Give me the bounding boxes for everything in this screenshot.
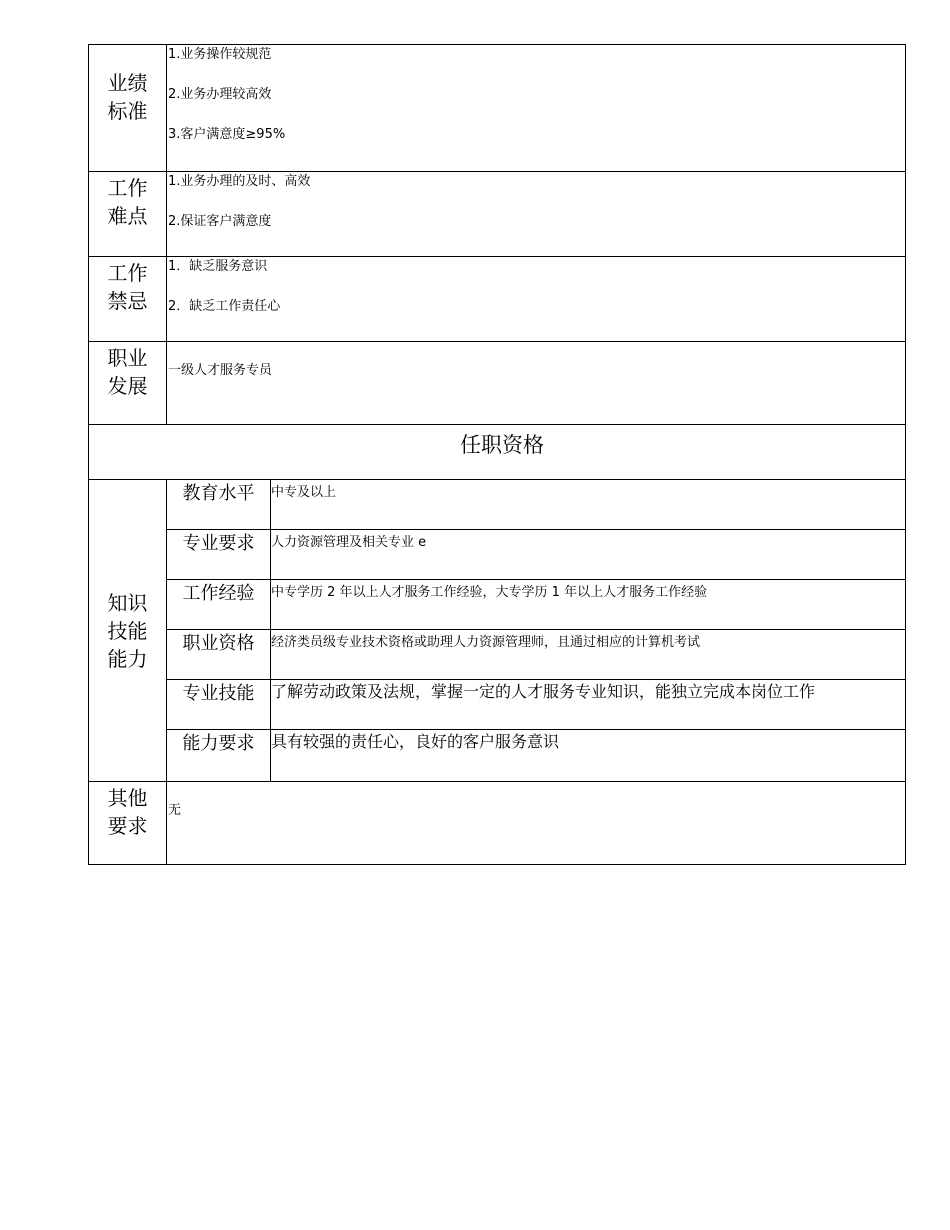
difficulties-content [167,172,905,256]
taboos-item: 1．缺乏服务意识 [168,259,268,274]
ksa-row-label: 专业要求 [167,530,271,579]
ksa-row-skills [167,680,905,730]
ksa-row-label: 工作经验 [167,580,271,629]
ksa-row-experience [167,580,905,630]
other-label: 其他要求 [89,782,167,864]
difficulties-item: 2.保证客户满意度 [168,214,272,229]
ksa-row-major [167,530,905,580]
taboos-label: 工作禁忌 [89,257,167,341]
performance-item: 1.业务操作较规范 [168,47,272,62]
career-row [88,342,906,425]
job-description-table [88,44,906,865]
ksa-row-certification [167,630,905,680]
ksa-row-ability [167,730,905,781]
taboos-row [88,257,906,342]
ksa-row-value: 人力资源管理及相关专业 e [271,535,427,550]
ksa-row-label: 能力要求 [167,730,271,781]
ksa-row-value: 经济类员级专业技术资格或助理人力资源管理师，且通过相应的计算机考试 [271,635,701,650]
qualification-title: 任职资格 [88,425,906,480]
ksa-row-label: 专业技能 [167,680,271,729]
ksa-row-value: 中专学历 2 年以上人才服务工作经验，大专学历 1 年以上人才服务工作经验 [271,585,708,600]
performance-item: 3.客户满意度≥95% [168,127,286,142]
ksa-section [88,480,906,782]
ksa-row-value: 中专及以上 [271,485,337,500]
ksa-table [167,480,905,781]
performance-row [88,44,906,172]
ksa-row-label: 职业资格 [167,630,271,679]
other-row [88,782,906,865]
difficulties-item: 1.业务办理的及时、高效 [168,174,311,189]
career-content [167,342,905,424]
difficulties-row [88,172,906,257]
career-item: 一级人才服务专员 [168,363,273,378]
ksa-row-value: 具有较强的责任心，良好的客户服务意识 [271,732,560,751]
taboos-item: 2．缺乏工作责任心 [168,299,281,314]
performance-content [167,45,905,171]
ksa-label: 知识技能能力 [89,480,167,781]
performance-label: 业绩标准 [89,45,167,171]
career-label: 职业发展 [89,342,167,424]
other-content [167,782,905,864]
ksa-row-education [167,480,905,530]
taboos-content [167,257,905,341]
difficulties-label: 工作难点 [89,172,167,256]
ksa-row-value: 了解劳动政策及法规，掌握一定的人才服务专业知识，能独立完成本岗位工作 [271,682,816,701]
other-item: 无 [168,803,182,818]
ksa-row-label: 教育水平 [167,480,271,529]
performance-item: 2.业务办理较高效 [168,87,272,102]
